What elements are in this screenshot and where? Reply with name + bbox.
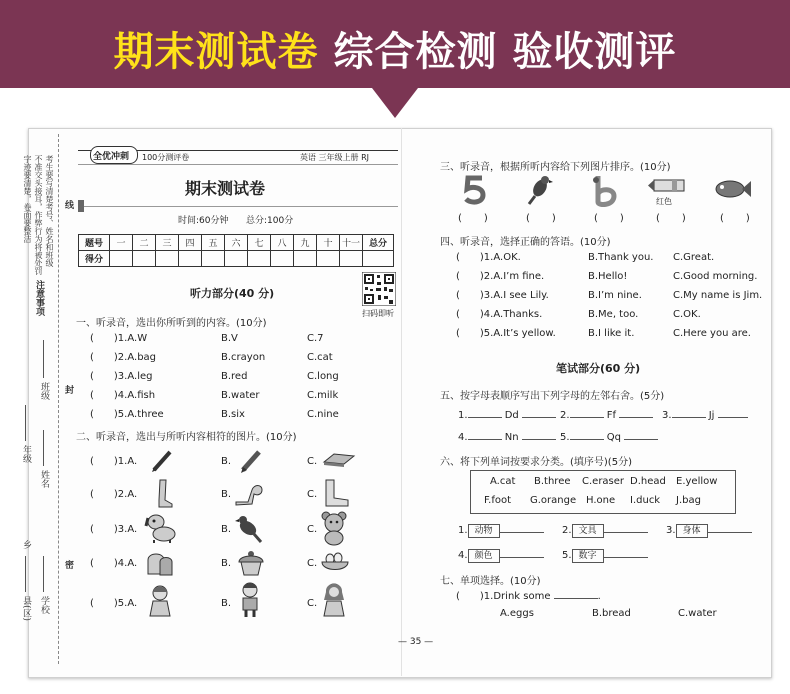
- banner-title: [0, 20, 790, 77]
- qr-label: 扫码即听: [362, 309, 394, 318]
- category-label: 数字: [572, 549, 604, 563]
- item-number: 3.: [662, 410, 672, 421]
- book-icon[interactable]: [322, 450, 356, 470]
- question-number: )5.A.It’s yellow.: [479, 328, 556, 339]
- q3-blank[interactable]: [526, 213, 556, 224]
- answer-line[interactable]: [570, 439, 604, 440]
- option-c: C.milk: [307, 390, 339, 401]
- option-c: C.Good morning.: [673, 271, 758, 282]
- answer-line[interactable]: [522, 439, 556, 440]
- score-table-cell: 九: [294, 235, 317, 251]
- question-number: )2.A.: [113, 489, 138, 500]
- question-number: )1.A.W: [113, 333, 148, 344]
- question-number: )4.A.: [113, 558, 138, 569]
- word-item: I.duck: [630, 495, 661, 506]
- score-cell[interactable]: [179, 251, 202, 267]
- q4-row: [456, 252, 521, 263]
- q1-row: [90, 390, 155, 401]
- notice-line: 考生要写清楚考号、姓名和班级: [45, 155, 54, 267]
- question-number: )3.A.leg: [113, 371, 153, 382]
- answer-line[interactable]: [500, 557, 544, 558]
- question-4-title: 四、听录音，选择正确的答语。(10分): [440, 237, 611, 248]
- page-title: 期末测试卷: [185, 179, 266, 198]
- score-cell[interactable]: [156, 251, 179, 267]
- option-c: C.: [307, 489, 318, 500]
- letter-item: [458, 410, 556, 421]
- word-item: F.foot: [484, 495, 512, 506]
- question-number: )3.A.I see Lily.: [479, 290, 549, 301]
- category-label: 动物: [468, 524, 500, 538]
- qr-code-icon[interactable]: [362, 272, 396, 306]
- option-c: C.cat: [307, 352, 333, 363]
- paren-left: (: [656, 213, 660, 224]
- paren-left: (: [594, 213, 598, 224]
- answer-line[interactable]: [624, 439, 658, 440]
- answer-paren[interactable]: (: [456, 252, 460, 263]
- red-color-label: 红色: [656, 197, 672, 206]
- answer-line[interactable]: [522, 417, 556, 418]
- option-c: C.water: [678, 608, 717, 619]
- given-letter: Qq: [606, 432, 621, 443]
- score-table-cell: 题号: [79, 235, 110, 251]
- question-number: )4.A.Thanks.: [479, 309, 543, 320]
- question-6-title: 六、将下列单词按要求分类。(填序号)(5分): [440, 457, 632, 468]
- answer-paren[interactable]: (: [90, 489, 94, 500]
- answer-paren[interactable]: (: [90, 390, 94, 401]
- word-item: B.three: [534, 476, 571, 487]
- field-class-label: 班级: [39, 382, 49, 400]
- field-school-line[interactable]: [43, 556, 44, 592]
- question-number: )1.A.OK.: [479, 252, 521, 263]
- boy-icon[interactable]: [236, 582, 264, 618]
- header-rule-bottom: [78, 206, 398, 207]
- answer-paren[interactable]: (: [456, 591, 460, 602]
- question-number: )4.A.fish: [113, 390, 156, 401]
- score-cell[interactable]: [271, 251, 294, 267]
- category-label: 文具: [572, 524, 604, 538]
- score-cell[interactable]: [317, 251, 340, 267]
- item-number: 4.: [458, 550, 468, 561]
- option-c: C.My name is Jim.: [673, 290, 763, 301]
- score-table-cell: 总分: [363, 235, 394, 251]
- category-item: [666, 523, 752, 536]
- word-item: D.head: [630, 476, 666, 487]
- letter-item: [560, 432, 658, 443]
- question-1-title: 一、听录音，选出你所听到的内容。(10分): [76, 318, 267, 329]
- given-letter: Nn: [504, 432, 519, 443]
- score-cell[interactable]: [294, 251, 317, 267]
- bear-icon[interactable]: [318, 510, 350, 546]
- question-2-title: 二、听录音，选出与所听内容相符的图片。(10分): [76, 432, 297, 443]
- option-c: C.7: [307, 333, 324, 344]
- option-b: B.Hello!: [588, 271, 628, 282]
- option-b: B.V: [221, 333, 238, 344]
- page-number: — 35 —: [398, 637, 434, 647]
- score-table-cell: 八: [271, 235, 294, 251]
- leg-icon[interactable]: [150, 478, 176, 508]
- q2-row: [90, 456, 137, 467]
- score-cell[interactable]: [248, 251, 271, 267]
- field-class-line[interactable]: [43, 340, 44, 378]
- paren-right: ): [551, 213, 556, 224]
- answer-line[interactable]: [554, 598, 598, 599]
- option-b: B.Thank you.: [588, 252, 654, 263]
- answer-line[interactable]: [718, 417, 748, 418]
- word-item: H.one: [586, 495, 616, 506]
- egg-bowl-icon[interactable]: [320, 550, 350, 576]
- answer-line[interactable]: [672, 417, 706, 418]
- total-info: 总分:100分: [246, 216, 294, 226]
- time-info: 时间:60分钟: [178, 216, 229, 226]
- exam-page: [28, 128, 772, 678]
- score-table-cell: 四: [179, 235, 202, 251]
- score-table-cell: 一: [110, 235, 133, 251]
- item-number: 1.: [458, 410, 468, 421]
- cake-icon[interactable]: [236, 548, 266, 578]
- answer-line[interactable]: [500, 532, 544, 533]
- answer-paren[interactable]: (: [456, 290, 460, 301]
- option-b: B.: [221, 598, 232, 609]
- option-b: B.red: [221, 371, 248, 382]
- item-number: 4.: [458, 432, 468, 443]
- arm-icon[interactable]: [234, 480, 266, 506]
- field-town-label: 乡: [21, 540, 31, 549]
- q2-row: [90, 598, 137, 609]
- given-letter: Ff: [606, 410, 617, 421]
- answer-paren[interactable]: (: [456, 328, 460, 339]
- question-number: )3.A.: [113, 524, 138, 535]
- crayon-icon[interactable]: [238, 448, 264, 474]
- score-table-header-row: [79, 235, 394, 251]
- field-name-line[interactable]: [43, 430, 44, 466]
- notice-line: 不准交头接耳，作弊行为将被处罚: [34, 155, 43, 275]
- answer-paren[interactable]: (: [456, 271, 460, 282]
- girl-icon[interactable]: [146, 584, 174, 618]
- word-item: E.yellow: [676, 476, 718, 487]
- score-cell[interactable]: [340, 251, 363, 267]
- q7-row: [456, 591, 601, 602]
- question-7-title: 七、单项选择。(10分): [440, 576, 541, 587]
- question-number: )5.A.: [113, 598, 138, 609]
- category-label: 颜色: [468, 549, 500, 563]
- word-item: C.eraser: [582, 476, 625, 487]
- score-table-cell: 七: [248, 235, 271, 251]
- option-b: B.six: [221, 409, 245, 420]
- notice-line: 字迹要清楚，卷面要整洁: [23, 155, 32, 243]
- item-number: 2.: [560, 410, 570, 421]
- answer-line[interactable]: [468, 439, 502, 440]
- banner-notch: [372, 88, 418, 118]
- question-number: )5.A.three: [113, 409, 164, 420]
- question-text: )1.Drink some: [479, 591, 551, 602]
- notice-title: 注意事项: [34, 280, 44, 316]
- q4-row: [456, 309, 542, 320]
- seal-char: 密: [63, 560, 73, 569]
- q3-blank[interactable]: [656, 213, 686, 224]
- parrot-icon[interactable]: [525, 174, 555, 206]
- question-number: )2.A.bag: [113, 352, 157, 363]
- option-c: C.: [307, 524, 318, 535]
- seal-char: 封: [63, 385, 73, 394]
- option-b: B.I like it.: [588, 328, 635, 339]
- q1-row: [90, 371, 152, 382]
- score-cell[interactable]: [133, 251, 156, 267]
- answer-paren[interactable]: (: [90, 456, 94, 467]
- option-b: B.: [221, 489, 232, 500]
- score-table-cell: 十: [317, 235, 340, 251]
- series-name: 100分测评卷: [142, 153, 190, 162]
- word-item: J.bag: [676, 495, 701, 506]
- girl-2-icon[interactable]: [320, 582, 348, 618]
- paren-right: ): [619, 213, 624, 224]
- option-c: C.Here you are.: [673, 328, 751, 339]
- seal-char: 线: [63, 200, 73, 209]
- red-crayon-icon[interactable]: [648, 176, 688, 196]
- paren-right: ): [681, 213, 686, 224]
- answer-paren[interactable]: (: [90, 598, 94, 609]
- q4-row: [456, 271, 544, 282]
- score-table: [78, 234, 394, 267]
- option-c: C.nine: [307, 409, 339, 420]
- paren-right: ): [483, 213, 488, 224]
- answer-paren[interactable]: (: [90, 333, 94, 344]
- field-name-label: 姓名: [39, 470, 49, 488]
- score-cell[interactable]: [225, 251, 248, 267]
- q3-blank[interactable]: [594, 213, 624, 224]
- item-number: 3.: [666, 525, 676, 536]
- banner-title-part2: 综合检测 验收测评: [333, 29, 677, 75]
- answer-paren[interactable]: (: [90, 409, 94, 420]
- question-5-title: 五、按字母表顺序写出下列字母的左邻右舍。(5分): [440, 391, 665, 402]
- score-table-cell: 六: [225, 235, 248, 251]
- letter-item: [560, 410, 653, 421]
- answer-line[interactable]: [604, 532, 648, 533]
- q4-row: [456, 290, 549, 301]
- answer-paren[interactable]: (: [90, 352, 94, 363]
- option-b: B.crayon: [221, 352, 266, 363]
- option-b: B.water: [221, 390, 260, 401]
- option-b: B.I’m nine.: [588, 290, 642, 301]
- q3-blank[interactable]: [458, 213, 488, 224]
- option-c: C.: [307, 456, 318, 467]
- banner-title-part1: 期末测试卷: [113, 29, 319, 75]
- category-item: [458, 548, 544, 561]
- field-county-label: 县(区): [21, 596, 31, 622]
- bird-icon[interactable]: [234, 512, 264, 544]
- category-item: [562, 548, 648, 561]
- question-number: )2.A.I’m fine.: [479, 271, 545, 282]
- listening-section-title: 听力部分(40 分): [190, 287, 275, 300]
- category-label: 身体: [676, 524, 708, 538]
- question-end: .: [597, 591, 601, 602]
- field-school-label: 学校: [39, 596, 49, 614]
- option-b: B.: [221, 524, 232, 535]
- option-a: A.eggs: [500, 608, 534, 619]
- answer-line[interactable]: [468, 417, 502, 418]
- score-table-cell: 得分: [79, 251, 110, 267]
- header-rule-mid: [78, 164, 398, 165]
- field-grade-label: 年级: [21, 445, 31, 463]
- brand-name: 全优冲刺: [93, 152, 130, 162]
- foot-icon[interactable]: [320, 478, 350, 508]
- score-table-cell: 十一: [340, 235, 363, 251]
- score-table-score-row: [79, 251, 394, 267]
- field-grade-line[interactable]: [25, 405, 26, 441]
- q1-row: [90, 352, 156, 363]
- bread-icon[interactable]: [144, 550, 176, 578]
- score-table-cell: 三: [156, 235, 179, 251]
- q2-row: [90, 558, 137, 569]
- item-number: 5.: [562, 550, 572, 561]
- category-item: [562, 523, 648, 536]
- answer-paren[interactable]: (: [90, 558, 94, 569]
- option-c: C.long: [307, 371, 339, 382]
- answer-paren[interactable]: (: [90, 371, 94, 382]
- word-item: A.cat: [490, 476, 516, 487]
- score-cell[interactable]: [110, 251, 133, 267]
- score-table-cell: 五: [202, 235, 225, 251]
- header-mark: [78, 200, 84, 212]
- option-b: B.Me, too.: [588, 309, 639, 320]
- dog-icon[interactable]: [144, 512, 178, 544]
- answer-line[interactable]: [570, 417, 604, 418]
- given-letter: Jj: [708, 410, 715, 421]
- question-number: )1.A.: [113, 456, 138, 467]
- letter-b-icon[interactable]: [590, 174, 620, 208]
- number-five-icon[interactable]: [462, 174, 488, 206]
- answer-line[interactable]: [619, 417, 653, 418]
- binding-line: [58, 134, 59, 664]
- given-letter: Dd: [504, 410, 519, 421]
- option-b: B.: [221, 456, 232, 467]
- item-number: 5.: [560, 432, 570, 443]
- paren-left: (: [720, 213, 724, 224]
- paren-left: (: [526, 213, 530, 224]
- option-c: C.: [307, 558, 318, 569]
- question-3-title: 三、听录音，根据所听内容给下列图片排序。(10分): [440, 162, 671, 173]
- fish-icon[interactable]: [712, 176, 752, 202]
- option-c: C.Great.: [673, 252, 715, 263]
- item-number: 1.: [458, 525, 468, 536]
- option-b: B.: [221, 558, 232, 569]
- item-number: 2.: [562, 525, 572, 536]
- answer-line[interactable]: [708, 532, 752, 533]
- answer-line[interactable]: [604, 557, 648, 558]
- q1-row: [90, 333, 147, 344]
- letter-item: [662, 410, 748, 421]
- word-item: G.orange: [530, 495, 577, 506]
- writing-section-title: 笔试部分(60 分): [556, 362, 641, 375]
- score-cell[interactable]: [363, 251, 394, 267]
- answer-paren[interactable]: (: [90, 524, 94, 535]
- q4-row: [456, 328, 556, 339]
- subject-info: 英语 三年级上册 RJ: [300, 153, 370, 162]
- score-cell[interactable]: [202, 251, 225, 267]
- category-item: [458, 523, 544, 536]
- letter-item: [458, 432, 556, 443]
- q1-row: [90, 409, 164, 420]
- score-table-cell: 二: [133, 235, 156, 251]
- answer-paren[interactable]: (: [456, 309, 460, 320]
- field-town-line[interactable]: [25, 556, 26, 592]
- option-c: C.: [307, 598, 318, 609]
- paren-right: ): [745, 213, 750, 224]
- option-c: C.OK.: [673, 309, 701, 320]
- q2-row: [90, 524, 137, 535]
- page-spine: [401, 128, 402, 676]
- paren-left: (: [458, 213, 462, 224]
- pencil-icon[interactable]: [150, 448, 176, 474]
- q3-blank[interactable]: [720, 213, 750, 224]
- option-b: B.bread: [592, 608, 631, 619]
- q2-row: [90, 489, 137, 500]
